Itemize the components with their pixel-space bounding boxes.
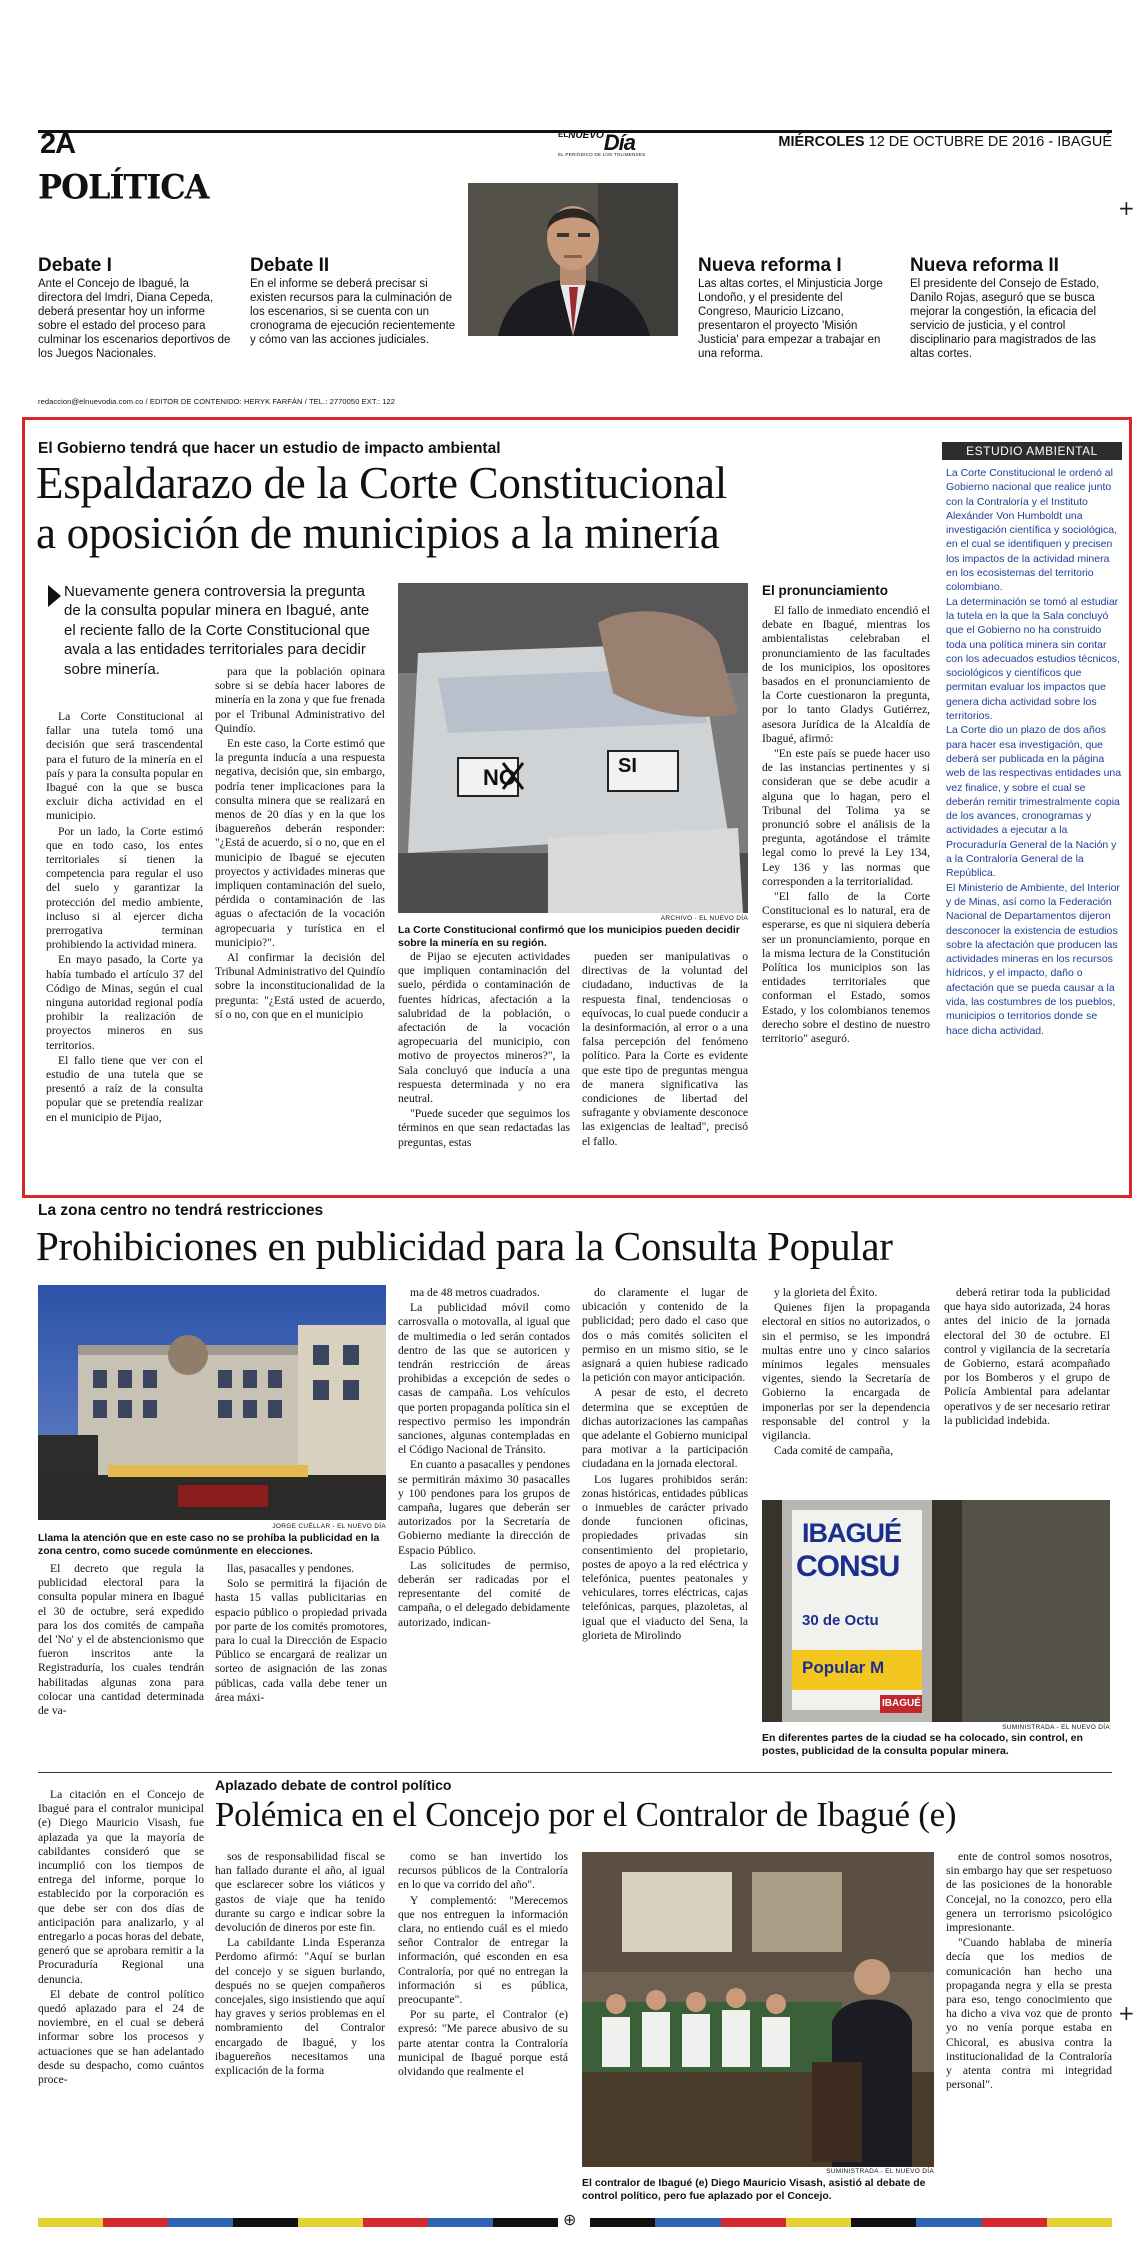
poster-photo-caption: En diferentes partes de la ciudad se ha colocado, sin control, en postes, publicidad de la consulta popular minera. bbox=[762, 1732, 1083, 1757]
article1-kicker: El Gobierno tendrá que hacer un estudio de impacto ambiental bbox=[38, 440, 501, 457]
lead-arrow-icon bbox=[48, 585, 61, 607]
article2-col4: do claramente el lugar de ubicación y contenido de la publicidad; pero dado el caso que dos o más comités soliciten el permiso en un mismo sitio, se le asignará a quien hubiese radicado la petición con mayor anticipación. A pesar de esto, el decreto determina que se exceptúen de dichas autorizaciones las campañas que adelante el Gobierno municipal para motivar a la participación ciudadana en la jornada electoral. Los lugares prohibidos serán: zonas históricas, entidades públicas o inmuebles de carácter privado donde funcionen oficinas, propiedades privadas sin consentimiento del propietario, postes de apoyo a la red eléctrica y telefónica, puentes peatonales y vehiculares, torres eléctricas, cajas telefónicas, parques, plazoletas, al igual que el viaducto del Sena, la glorieta de Mirolindo bbox=[582, 1286, 748, 1642]
article2-headline: Prohibiciones en publicidad para la Consulta Popular bbox=[36, 1223, 893, 1269]
brief-debate-1: Debate I Ante el Concejo de Ibagué, la directora del Imdri, Diana Cepeda, deberá presentar hoy un informe sobre el estado del proceso para culminar los escenarios deportivos de los Juegos Nacionales. bbox=[38, 255, 231, 360]
article1-photo-caption: La Corte Constitucional confirmó que los municipios pueden decidir sobre la minería en su región. bbox=[398, 924, 740, 949]
article2-photo-credit: JORGE CUÉLLAR - EL NUEVO DÍA bbox=[272, 1523, 386, 1530]
poster-line-4: Popular M bbox=[802, 1658, 885, 1677]
registration-mark-icon: ⊕ bbox=[563, 2210, 577, 2229]
portrait-photo bbox=[468, 183, 678, 336]
article3-col3: como se han invertido los recursos públicos de la Contraloría en lo que va corrido del año". Y complementó: "Merecemos que nos entreguen la información clara, no entiendo cuál es el miedo señor Contralor de entregar la información, qué esconden en esa Contraloría, por qué no entregan la información si es pública, preocupante". Por su parte, el Contralor (e) expresó: "Me parece abusivo de su parte atentar contra la Contraloría municipal de Ibagué porque está olvidando que realmente el bbox=[398, 1850, 568, 2079]
article2-kicker: La zona centro no tendrá restricciones bbox=[38, 1202, 324, 1219]
article2-col5: y la glorieta del Éxito. Quienes fijen la propaganda electoral en sitios no autorizados, o sin el permiso, se les impondrá multas entre uno y cinco salarios mínimos legales mensuales vigentes, siendo la Secretaría de Gobierno la encargada de imponerlas por ser la dependencia responsable del control y la vigilancia. Cada comité de campaña, bbox=[762, 1286, 930, 1458]
ballot-si: SI bbox=[618, 755, 637, 777]
article2-col2: llas, pasacalles y pendones. Solo se permitirá la fijación de hasta 15 vallas publicitarias en espacio público o propiedad privada por parte de los comités promotores, para lo cual la Dirección de Espacio Público se encargará de realizar un sorteo de asignación de las zonas públicas, cada valla debe tener un área máxi- bbox=[215, 1562, 387, 1704]
bottom-color-bar-right bbox=[590, 2218, 1112, 2227]
article1-headline: Espaldarazo de la Corte Constitucional a oposición de municipios a la minería bbox=[36, 458, 727, 558]
council-illustration bbox=[582, 1852, 934, 2167]
poster-line-3: 30 de Octu bbox=[802, 1612, 879, 1629]
article1-col3: de Pijao se ejecuten actividades que impliquen contaminación del suelo, pérdida o contaminación de fuentes hídricas, afectación a la salubridad de la población, o afectación de la vocación agropecuaria del municipio, con motivo de proyectos mineros?", la Sala concluyó que inducía a una respuesta determinada y no era neutral. "Puede suceder que seguimos los términos en que sean redactadas las preguntas, estas bbox=[398, 950, 570, 1149]
editor-line: redaccion@elnuevodia.com.co / EDITOR DE CONTENIDO: HERYK FARFÁN / TEL.: 2770050 EXT.: 122 bbox=[38, 397, 396, 406]
poster-brand: IBAGUÉ bbox=[882, 1698, 921, 1709]
article1-col1: La Corte Constitucional al fallar una tutela tomó una decisión que será trascendental para el futuro de la minería en el país y para la consulta popular en Ibagué con la que se busca excluir dicha actividad en el municipio. Por un lado, la Corte estimó que en todo caso, los entes territoriales sí tienen la competencia para regular el uso del suelo y garantizar la protección del medio ambiente, incluso si al ejercer dicha prerrogativa terminan prohibiendo la actividad minera. En mayo pasado, la Corte ya había tumbado el artículo 37 del Código de Minas, según el cual ninguna autoridad regional podía prohibir la realización de proyectos mineros en sus territorios. El fallo tiene que ver con el estudio de una tutela que se presentó a raíz de la consulta popular que se pretendía realizar en el municipio de Pijao, bbox=[46, 710, 203, 1124]
portrait-figure bbox=[468, 183, 678, 336]
article2-photo-caption: Llama la atención que en este caso no se prohíba la publicidad en la zona centro, como sucede comúnmente en elecciones. bbox=[38, 1532, 380, 1557]
article2-col3: ma de 48 metros cuadrados. La publicidad móvil como carrosvalla o motovalla, al igual que de multimedia o led serán contados dentro de las que se autoricen y tendrán restricción de áreas prohibidas a excepción de sedes o casas de campaña. Los vehículos que porten propaganda política sin el respectivo permiso les impondrán sanciones, algunas contempladas en el Código Nacional de Tránsito. En cuanto a pasacalles y pendones se permitirán máximo 30 pasacalles y 100 pendones para los grupos de campaña, lugares que deberán ser autorizados por la Secretaría de Gobierno mediante la dirección de Espacio Público. Las solicitudes de permiso, deberán ser radicadas por el representante del comité de campaña, o el delegado debidamente autorizado, indican- bbox=[398, 1286, 570, 1629]
article1-subhead: El pronunciamiento bbox=[762, 583, 889, 598]
masthead bbox=[38, 130, 1112, 160]
sidebar-title: ESTUDIO AMBIENTAL bbox=[942, 442, 1122, 460]
building-illustration bbox=[38, 1285, 386, 1520]
article2-col1: El decreto que regula la publicidad electoral para la consulta popular minera en Ibagué el 30 de octubre, será expedido para los dos comités de campaña del 'No' y el de abstencionismo que fueron inscritos ante la Registraduría, los cuales tendrán habilitadas algunas zona para colocar una cantidad determinada de va- bbox=[38, 1562, 204, 1718]
article1-photo-credit: ARCHIVO - EL NUEVO DÍA bbox=[660, 915, 748, 922]
registration-mark-icon: + bbox=[1118, 2001, 1135, 2025]
section-title: POLÍTICA bbox=[38, 167, 209, 207]
article3-photo-caption: El contralor de Ibagué (e) Diego Mauricio Visash, asistió al debate de control político, pero fue aplazado por el Concejo. bbox=[582, 2177, 926, 2202]
brief-reforma-1: Nueva reforma I Las altas cortes, el Minjusticia Jorge Londoño, y el presidente del Congreso, Mauricio Lizcano, presentaron el proyecto 'Misión Justicia' para empezar a trabajar en una reforma. bbox=[698, 255, 883, 360]
article3-col4: ente de control somos nosotros, sin embargo hay que ser respetuoso de las posiciones de la honorable Concejal, no la conozco, pero ella genera un terrorismo psicológico impresionante. "Cuando hablaba de minería decía que los medios de comunicación han hecho una propaganda negra y ella se presta para eso, tengo conocimiento que ha dicho a viva voz que de pronto yo no venía porque estaba en Chicoral, es abusiva contra la institucionalidad de la Contraloría y atenta contra mi integridad personal". bbox=[946, 1850, 1112, 2092]
poster-photo bbox=[762, 1500, 1110, 1722]
article2-col6: deberá retirar toda la publicidad que haya sido autorizada, 24 horas antes del inicio de la jornada electoral del 30 de octubre. El control y vigilancia de la secretaría de Gobierno, estará acompañado por los Bomberos y el grupo de Policía Ambiental para adelantar operativos y de ser necesario retirar la publicidad indebida. bbox=[944, 1286, 1110, 1427]
building-photo bbox=[38, 1285, 386, 1520]
article3-col1: La citación en el Concejo de Ibagué para el contralor municipal (e) Diego Mauricio Visash, fue aplazada ya que la mayoría de cabildantes consideró que se incumplió con los tiempos de entrega del informe, porque lo establecido por la corporación es que debe ser con dos días de anticipación para analizarlo, y al entregarlo a pocas horas del debate, generó que se aprobara remitir a la Procuraduría Regional una denuncia. El debate de control político quedó aplazado para el 24 de noviembre, en el cual se deberá informar sobre los procesos y actuaciones que se han adelantado desde su despacho, como cuántos proce- bbox=[38, 1788, 204, 2087]
brief-reforma-2: Nueva reforma II El presidente del Consejo de Estado, Danilo Rojas, aseguró que se busca mejorar la congestión, la eficacia del servicio de justicia, y el control disciplinario para magistrados de las altas cortes. bbox=[910, 255, 1100, 360]
edition-date: MIÉRCOLES 12 DE OCTUBRE DE 2016 - IBAGUÉ bbox=[778, 134, 1112, 150]
newspaper-logo: $^{ELNUEVO}$Día EL PERIÓDICO DE LOS TOLIMENSES bbox=[558, 130, 646, 157]
article1-col2: para que la población opinara sobre si se debía hacer labores de minería en la zona y que fue frenada por el Tribunal Administrativo del Quindío. En este caso, la Corte estimó que la pregunta inducía a una respuesta negativa, decisión que, sin embargo, podría tener implicaciones para la consulta minera que se realizará en menos de 20 días y en la que los ibaguereños deberán responder: "¿Está de acuerdo, sí o no, que en el municipio de Ibagué se ejecuten proyectos y actividades mineras que impliquen contaminación del suelo, pérdida o contaminación de las aguas o afectación de la vocación agropecuaria y turística en el municipio?". Al confirmar la decisión del Tribunal Administrativo del Quindío sobre la inconstitucionalidad de la pregunta: "¿Está usted de acuerdo, sí o no, con que en el municipio bbox=[215, 665, 385, 1021]
registration-mark-icon: + bbox=[1118, 196, 1135, 220]
article3-rule bbox=[38, 1772, 1112, 1773]
poster-line-1: IBAGUÉ bbox=[802, 1518, 902, 1548]
poster-photo-credit: SUMINISTRADA - EL NUEVO DÍA bbox=[1002, 1724, 1110, 1731]
article3-kicker: Aplazado debate de control político bbox=[215, 1777, 452, 1793]
poster-line-2: CONSU bbox=[796, 1550, 900, 1583]
bottom-color-bar-left bbox=[38, 2218, 558, 2227]
ballot-photo bbox=[398, 583, 748, 913]
article1-col5: El fallo de inmediato encendió el debate en Ibagué, mientras los ambientalistas celebraban el pronunciamiento de las facultades de los municipios, los opositores basados en el pronunciamiento de la Corte cuestionaron la pregunta, por lo tanto Gladys Gutiérrez, asesora Jurídica de la Alcaldía de Ibagué, afirmó: "En este país se puede hacer uso de las instancias pertinentes y si consideran que se debe acudir a alguna que lo hagan, pero el Tribunal del Tolima ya se pronunció sobre el análisis de la pregunta, agotándose el trámite legal como lo prevé la Ley 134, Ley 136 y las normas que corresponden a la territorialidad. "El fallo de la Corte Constitucional es lo natural, era de esperarse, es que ni siquiera debería ser un pronunciamiento, porque en la misma lectura de la Constitución Política los municipios son las entidades territoriales que conforman el Estado, somos Estado, y los colombianos tenemos derecho sobre el destino de nuestro territorio" aseguró. bbox=[762, 604, 930, 1046]
article3-photo-credit: SUMINISTRADA - EL NUEVO DÍA bbox=[826, 2168, 934, 2175]
article1-lead: Nuevamente genera controversia la pregunta de la consulta popular minera en Ibagué, ante el reciente fallo de la Corte Constitucional que avala a las entidades territoriales para decidir sobre minería. bbox=[64, 583, 371, 678]
article1-col4: pueden ser manipulativas o directivas de la voluntad del ciudadano, inductivas de la respuesta final, tendenciosas o equívocas, lo cual puede conducir a la desinformación, al error o a una falsa percepción del fenómeno político. Para la Corte es evidente que este tipo de preguntas mengua de manera significativa las condiciones de libertad del sufragante y obviamente desconoce las exigencias de lealtad", precisó el fallo. bbox=[582, 950, 748, 1148]
page-number: 2A bbox=[40, 128, 76, 160]
sidebar-text: La Corte Constitucional le ordenó al Gobierno nacional que realice junto con la Contraloría y el Instituto Alexánder Von Humboldt una investigación científica y sociológica, en el cual se identifiquen y precisen los impactos de la actividad minera en los ecosistemas del territorio colombiano. La determinación se tomó al estudiar la tutela en la que la Sala concluyó que el Gobierno no ha construido toda una política minera sin contar con los adecuados estudios técnicos, sociológicos y científicos que permitan evaluar los impactos que genera dicha actividad sobre los territorios. La Corte dio un plazo de dos años para hacer esa investigación, que deberá ser publicada en la página web de las respectivas entidades una vez finalice, y sobre el cual se deberán remitir trimestralmente copia de los avances, cronogramas y actividades a ejecutar a la Procuraduría General de la Nación y a la Contraloría General de la República. El Ministerio de Ambiente, del Interior y de Minas, así como la Federación Nacional de Departamentos dijeron desconocer la existencia de estudios sobre la afectación que producen las actividades mineras en los recursos hídricos, y el impacto, daño o afectación que se pueda causar a la vida, las costumbres de los pueblos, municipios o territorios donde se hace dicha actividad. bbox=[946, 467, 1122, 1037]
ballot-illustration bbox=[398, 583, 748, 913]
ballot-no: NO bbox=[483, 765, 516, 790]
brief-debate-2: Debate II En el informe se deberá precisar si existen recursos para la culminación de los escenarios, si se cuenta con un cronograma de ejecución recientemente y cómo van las acciones judiciales. bbox=[250, 255, 456, 346]
article3-headline: Polémica en el Concejo por el Contralor de Ibagué (e) bbox=[215, 1795, 957, 1834]
council-photo bbox=[582, 1852, 934, 2167]
article3-col2: sos de responsabilidad fiscal se han fallado durante el año, al igual que esclarecer sobre los viáticos y gastos de viaje que ha tenido durante su cargo e indicar sobre la devolución de dineros por este fin. La cabildante Linda Esperanza Perdomo afirmó: "Aquí se burlan del concejo y se siguen burlando, después no se quejen compañeros concejales, sigo insistiendo que aquí hay graves y serios problemas en el nombramiento del Contralor encargado de Ibagué, y los ibaguereños necesitamos una explicación de la forma bbox=[215, 1850, 385, 2078]
